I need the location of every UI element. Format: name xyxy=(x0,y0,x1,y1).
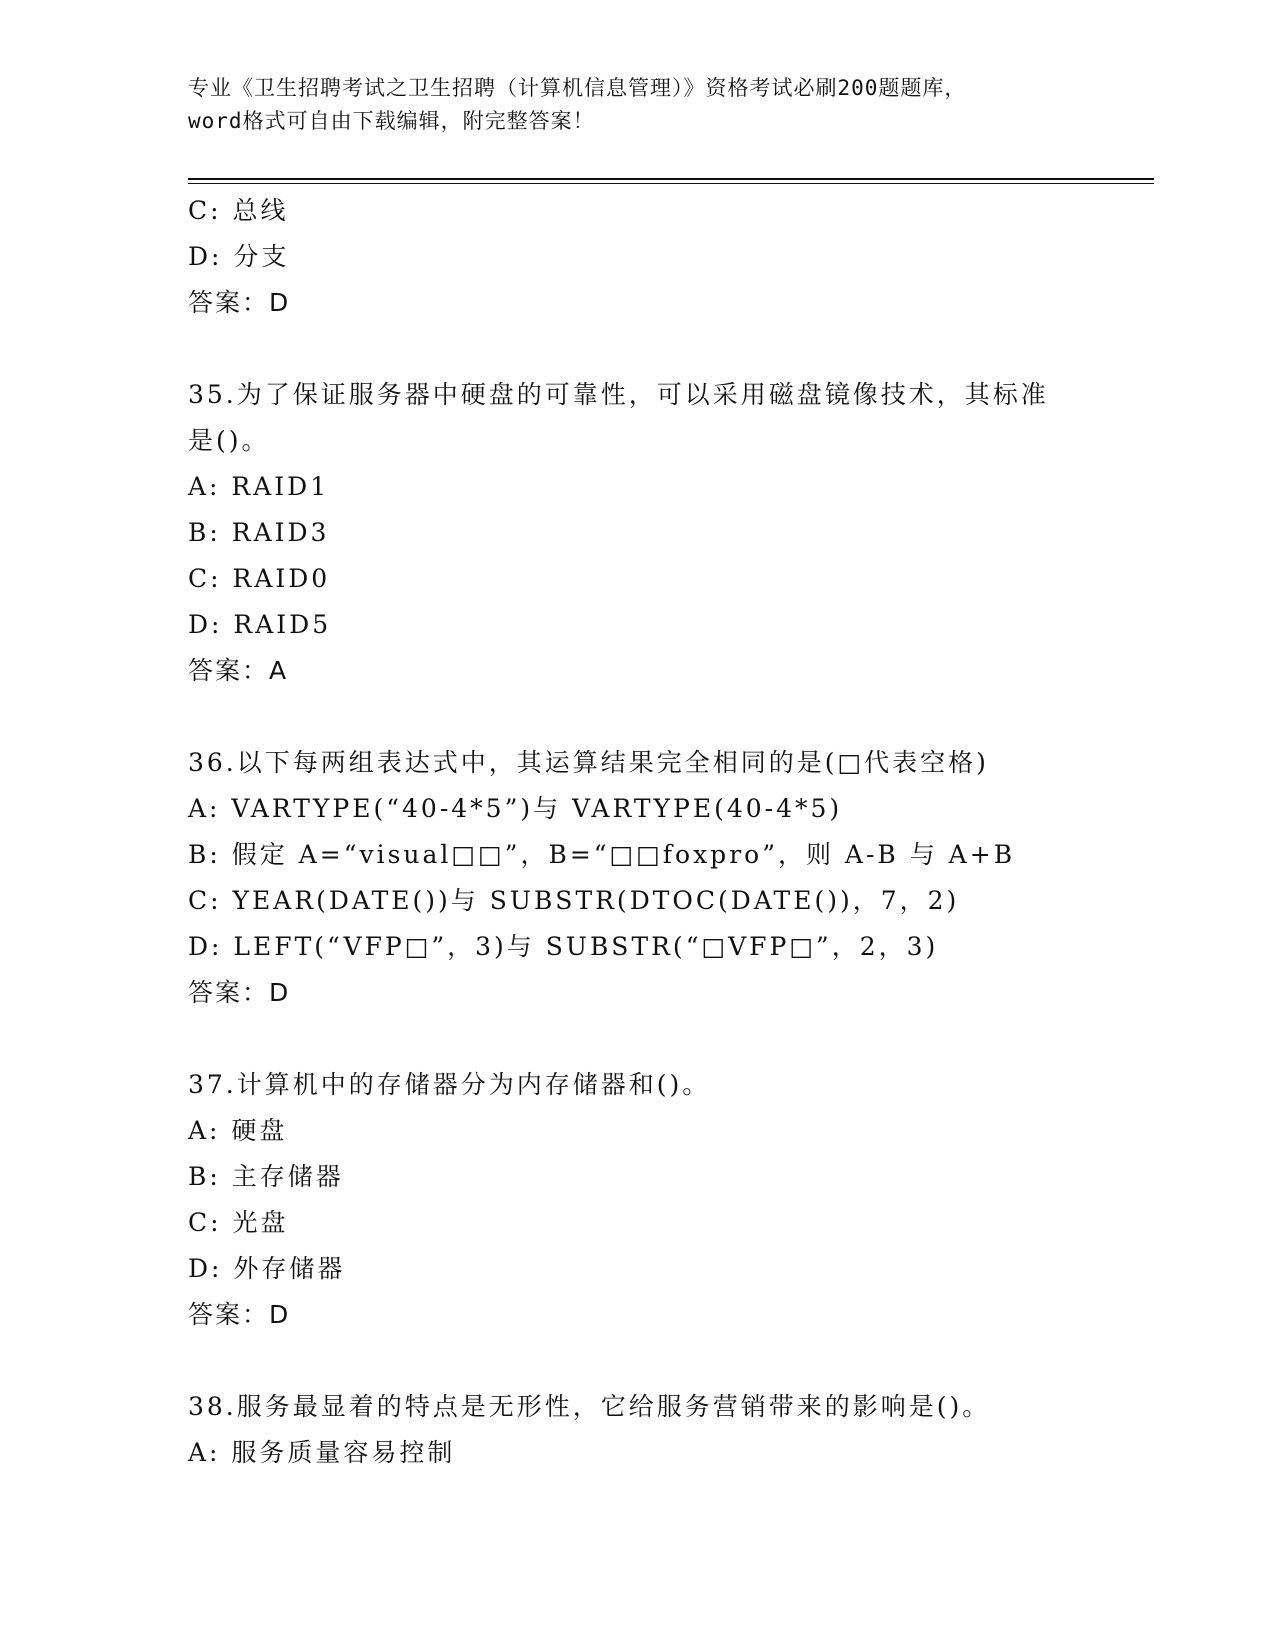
option-b: B: RAID3 xyxy=(188,518,330,547)
question-36 xyxy=(188,740,1148,1016)
spacer xyxy=(188,694,1148,740)
question-34-tail xyxy=(188,188,1148,326)
question-38 xyxy=(188,1384,1148,1476)
answer-label: 答案：D xyxy=(188,978,291,1007)
option-a: A: VARTYPE(“40-4*5”)与 VARTYPE(40-4*5) xyxy=(188,794,843,823)
header-divider-thick xyxy=(188,178,1154,180)
document-header xyxy=(188,72,1148,138)
question-stem: 36.以下每两组表达式中，其运算结果完全相同的是(□代表空格) xyxy=(188,748,989,777)
option-b: B: 假定 A=“visual□□”，B=“□□foxpro”，则 A-B 与 A+B xyxy=(188,840,1016,869)
answer-label: 答案：D xyxy=(188,1300,291,1329)
question-37 xyxy=(188,1062,1148,1338)
option-c: C: 总线 xyxy=(188,196,289,225)
answer-label: 答案：D xyxy=(188,288,291,317)
option-a: A: 硬盘 xyxy=(188,1116,288,1145)
question-stem: 35.为了保证服务器中硬盘的可靠性，可以采用磁盘镜像技术，其标准 xyxy=(188,380,1049,409)
header-line-1: 专业《卫生招聘考试之卫生招聘（计算机信息管理）》资格考试必刷200题题库， xyxy=(188,76,967,100)
option-c: C: YEAR(DATE())与 SUBSTR(DTOC(DATE())，7，2) xyxy=(188,886,960,915)
spacer xyxy=(188,1016,1148,1062)
option-d: D: 外存储器 xyxy=(188,1254,346,1283)
option-d: D: 分支 xyxy=(188,242,290,271)
option-d: D: LEFT(“VFP□”，3)与 SUBSTR(“□VFP□”，2，3) xyxy=(188,932,939,961)
question-stem: 38.服务最显着的特点是无形性，它给服务营销带来的影响是()。 xyxy=(188,1392,991,1421)
option-a: A: RAID1 xyxy=(188,472,330,501)
option-c: C: 光盘 xyxy=(188,1208,289,1237)
question-35 xyxy=(188,372,1148,694)
question-list xyxy=(188,188,1148,1476)
question-stem-continued: 是()。 xyxy=(188,426,270,455)
spacer xyxy=(188,326,1148,372)
option-b: B: 主存储器 xyxy=(188,1162,344,1191)
spacer xyxy=(188,1338,1148,1384)
header-line-2: word格式可自由下载编辑，附完整答案！ xyxy=(188,109,595,133)
header-divider-thin xyxy=(188,183,1154,184)
option-c: C: RAID0 xyxy=(188,564,331,593)
option-d: D: RAID5 xyxy=(188,610,332,639)
answer-label: 答案：A xyxy=(188,656,289,685)
option-a: A: 服务质量容易控制 xyxy=(188,1438,456,1467)
question-stem: 37.计算机中的存储器分为内存储器和()。 xyxy=(188,1070,711,1099)
